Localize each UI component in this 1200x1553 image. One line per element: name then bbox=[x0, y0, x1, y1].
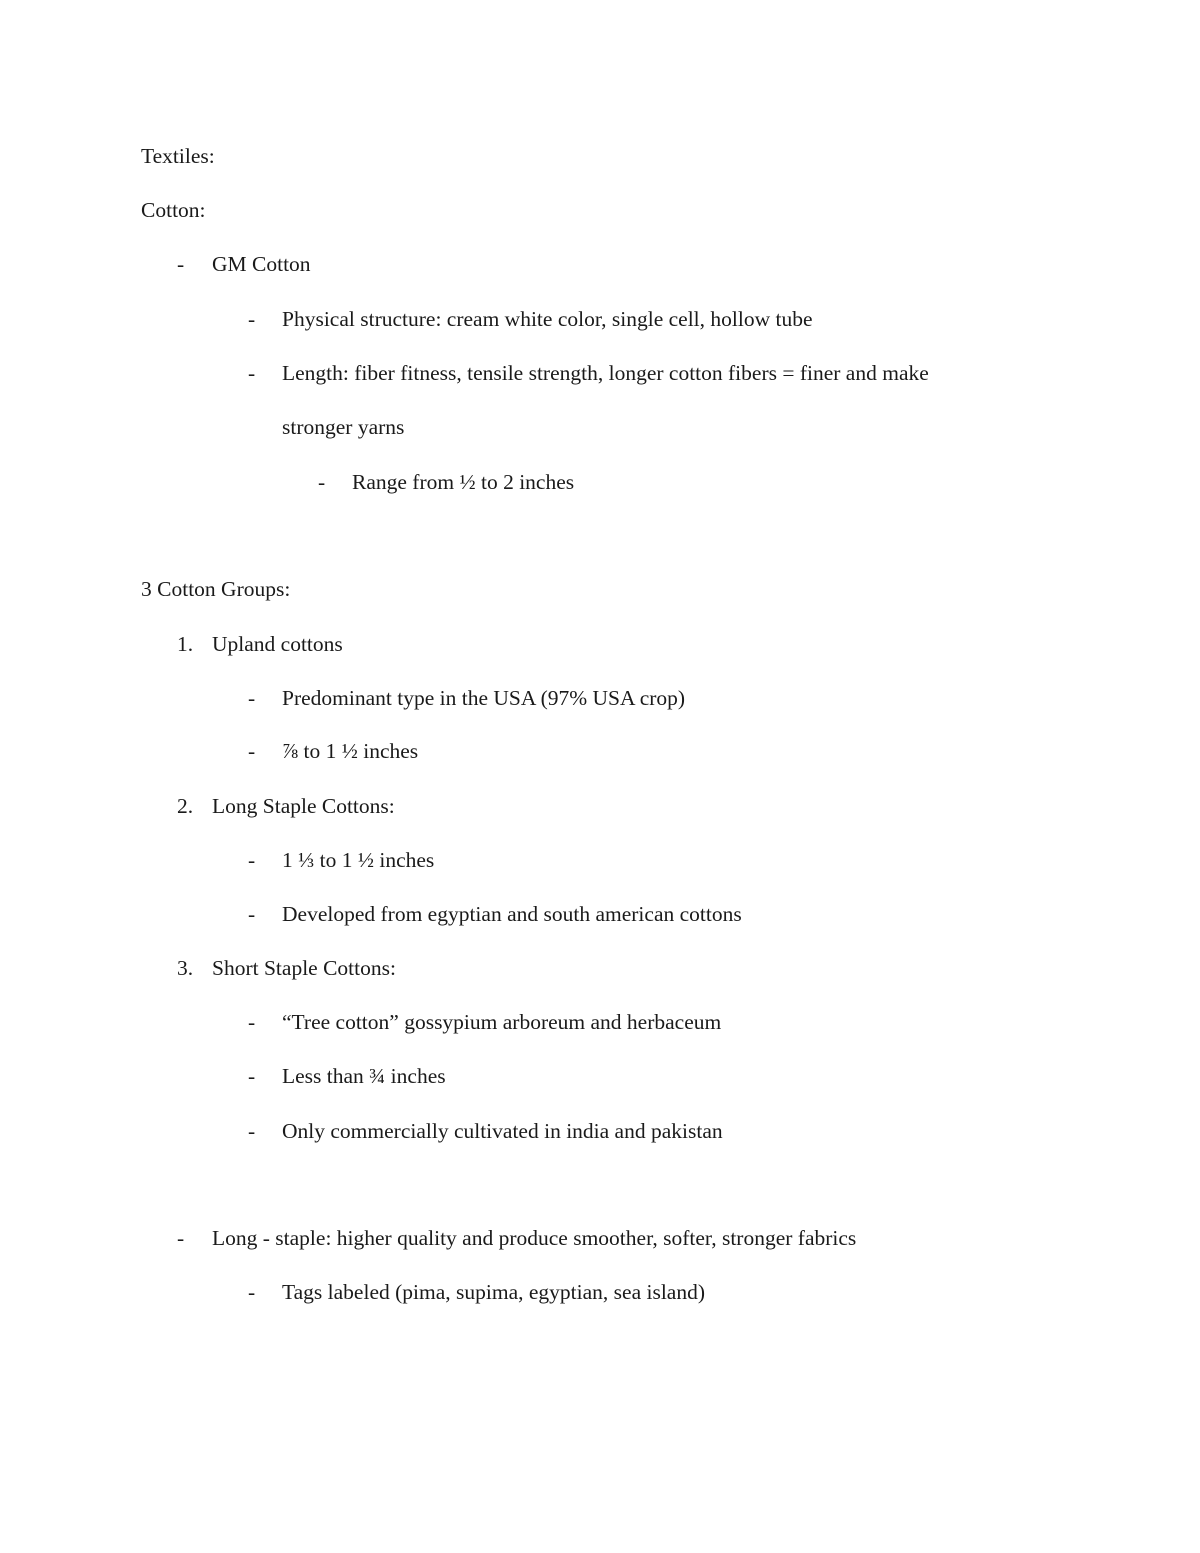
dash-bullet: - bbox=[248, 739, 256, 763]
list-number: 3. bbox=[177, 956, 194, 980]
dash-bullet: - bbox=[248, 848, 256, 872]
group-point-text: “Tree cotton” gossypium arboreum and herbaceum bbox=[282, 1010, 722, 1034]
dash-bullet: - bbox=[248, 1010, 256, 1034]
dash-bullet: - bbox=[248, 902, 256, 926]
group-label: Upland cottons bbox=[212, 632, 343, 656]
document-heading: Textiles: bbox=[141, 144, 215, 168]
group-label: Long Staple Cottons: bbox=[212, 794, 395, 818]
tags-labeled-text: Tags labeled (pima, supima, egyptian, sea island) bbox=[282, 1280, 705, 1304]
group-point-text: Predominant type in the USA (97% USA crop) bbox=[282, 686, 686, 710]
long-staple-text: Long - staple: higher quality and produce smoother, softer, stronger fabrics bbox=[212, 1226, 857, 1250]
dash-bullet: - bbox=[248, 1119, 256, 1143]
dash-bullet: - bbox=[248, 1280, 256, 1304]
list-number: 1. bbox=[177, 632, 194, 656]
group-point-text: Only commercially cultivated in india and pakistan bbox=[282, 1119, 723, 1143]
group-point-text: 1 ⅓ to 1 ½ inches bbox=[282, 848, 435, 872]
gm-cotton-label: GM Cotton bbox=[212, 252, 311, 276]
dash-bullet: - bbox=[177, 1226, 185, 1250]
group-point-text: Less than ¾ inches bbox=[282, 1064, 446, 1088]
dash-bullet: - bbox=[177, 252, 185, 276]
groups-title: 3 Cotton Groups: bbox=[141, 577, 291, 601]
physical-structure-text: Physical structure: cream white color, single cell, hollow tube bbox=[282, 307, 813, 331]
dash-bullet: - bbox=[248, 307, 256, 331]
dash-bullet: - bbox=[318, 470, 326, 494]
dash-bullet: - bbox=[248, 361, 256, 385]
dash-bullet: - bbox=[248, 1064, 256, 1088]
length-text-line1: Length: fiber fitness, tensile strength, longer cotton fibers = finer and make bbox=[282, 361, 929, 385]
group-point-text: Developed from egyptian and south american cottons bbox=[282, 902, 742, 926]
range-text: Range from ½ to 2 inches bbox=[352, 470, 575, 494]
cotton-title: Cotton: bbox=[141, 198, 206, 222]
dash-bullet: - bbox=[248, 686, 256, 710]
group-label: Short Staple Cottons: bbox=[212, 956, 396, 980]
list-number: 2. bbox=[177, 794, 194, 818]
group-point-text: ⅞ to 1 ½ inches bbox=[282, 739, 419, 763]
length-text-line2: stronger yarns bbox=[282, 415, 405, 439]
